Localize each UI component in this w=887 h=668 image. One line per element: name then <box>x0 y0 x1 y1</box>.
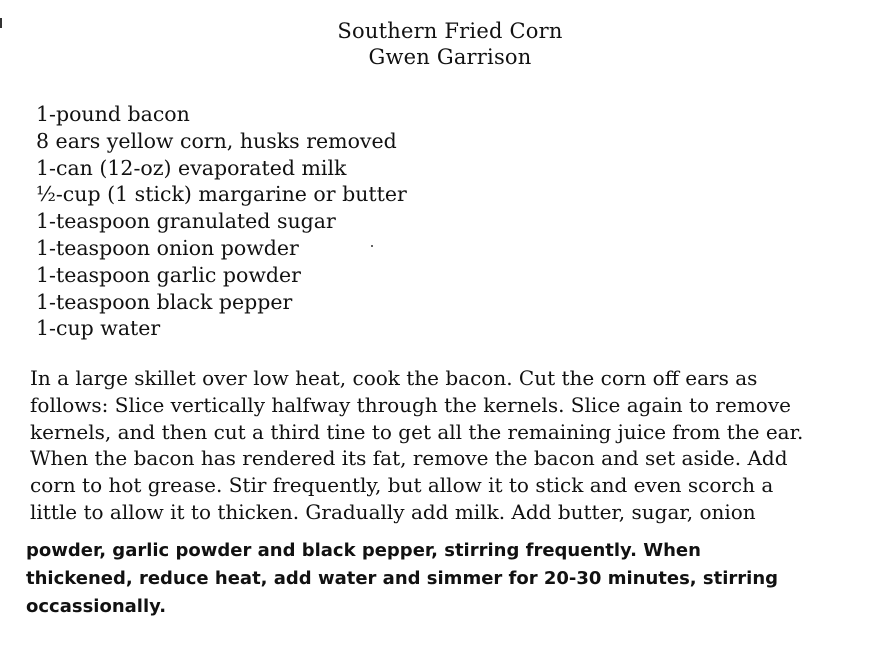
directions-line: corn to hot grease. Stir frequently, but allow it to stick and even scorch a <box>30 473 774 498</box>
directions-line: occassionally. <box>26 596 167 617</box>
directions-line: follows: Slice vertically halfway through the kernels. Slice again to remove <box>30 392 791 417</box>
ingredient-item: 1-teaspoon onion powder <box>36 235 299 260</box>
ingredient-item: 1-cup water <box>36 316 161 341</box>
ingredient-item: 1-can (12-oz) evaporated milk <box>36 155 347 180</box>
directions-line: little to allow it to thicken. Gradually add milk. Add butter, sugar, onion <box>30 499 756 524</box>
directions-typed-text <box>26 537 778 621</box>
ingredient-item: 1-teaspoon granulated sugar <box>36 209 336 234</box>
recipe-title: Southern Fried Corn <box>337 19 563 43</box>
ingredient-item: 1-teaspoon black pepper <box>36 289 293 314</box>
directions-line: powder, garlic powder and black pepper, stirring frequently. When <box>26 540 701 561</box>
directions-scanned-text <box>30 365 803 526</box>
ingredient-item: 8 ears yellow corn, husks removed <box>36 128 397 153</box>
directions-line: kernels, and then cut a third tine to get all the remaining juice from the ear. <box>30 419 804 444</box>
recipe-author: Gwen Garrison <box>368 45 532 69</box>
scan-speck <box>371 245 373 247</box>
ingredient-item: 1-teaspoon garlic powder <box>36 262 301 287</box>
directions-line: In a large skillet over low heat, cook the bacon. Cut the corn off ears as <box>30 366 758 390</box>
ingredient-item: 1-pound bacon <box>36 102 190 126</box>
ingredient-item: ½-cup (1 stick) margarine or butter <box>36 182 407 207</box>
directions-line: When the bacon has rendered its fat, remove the bacon and set aside. Add <box>30 446 788 471</box>
ingredient-list <box>36 101 407 342</box>
directions-line: thickened, reduce heat, add water and simmer for 20-30 minutes, stirring <box>26 568 779 589</box>
